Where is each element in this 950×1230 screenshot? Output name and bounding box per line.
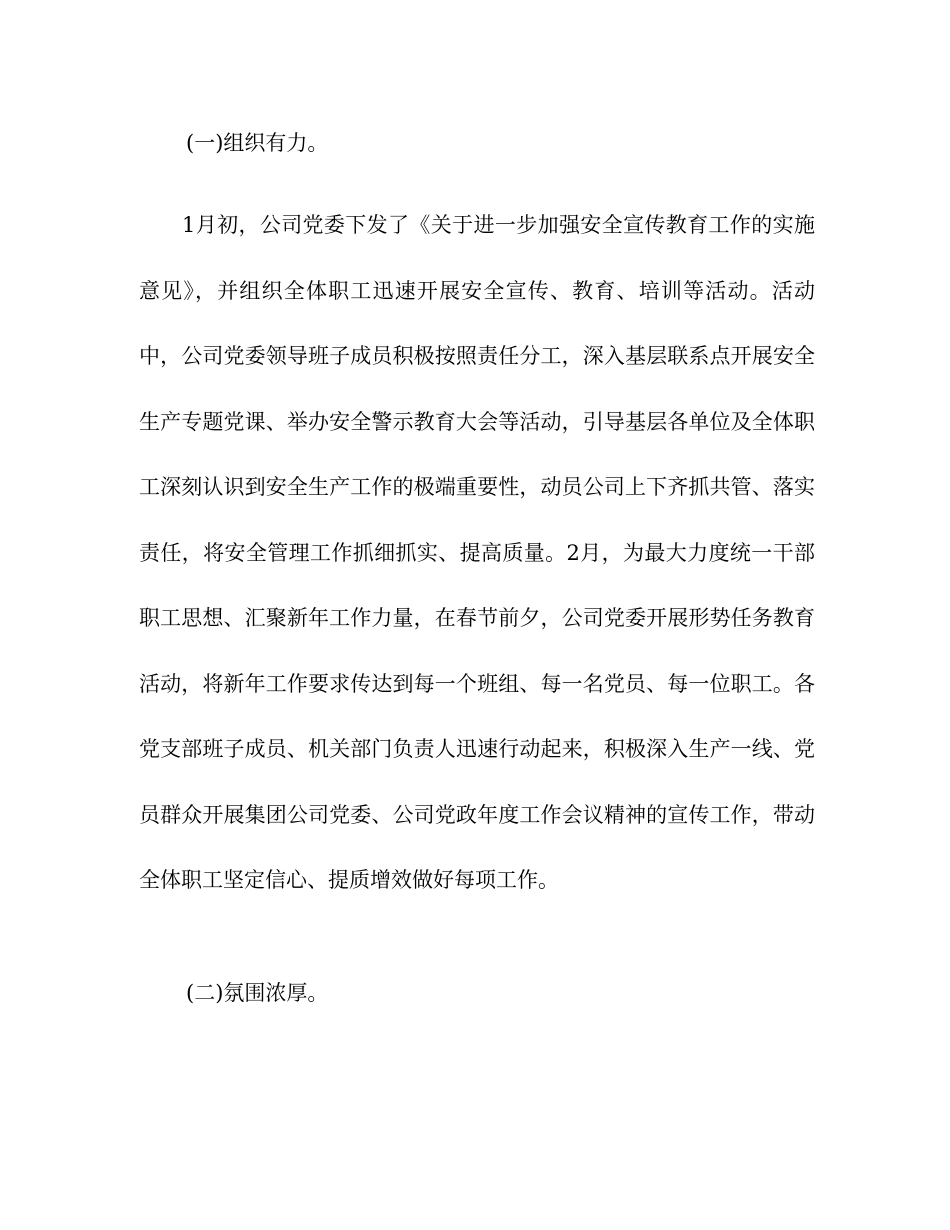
section-one-heading: (一)组织有力。 xyxy=(186,131,329,155)
section-two-heading: (二)氛围浓厚。 xyxy=(186,981,329,1005)
paragraph-one: 1月初，公司党委下发了《关于进一步加强安全宣传教育工作的实施意见》，并组织全体职工迅速开展安全宣传、教育、培训等活动。活动中，公司党委领导班子成员积极按照责任分工，深入基层联系点开展安全生产专题党课、举办安全警示教育大会等活动，引导基层各单位及全体职工深刻认识到安全生产工作的极端重要性，动员公司上下齐抓共管、落实责任，将安全管理工作抓细抓实、提高质量。2月，为最大力度统一干部职工思想、汇聚新年工作力量，在春节前夕，公司党委开展形势任务教育活动，将新年工作要求传达到每一个班组、每一名党员、每一位职工。各党支部班子成员、机关部门负责人迅速行动起来，积极深入生产一线、党员群众开展集团公司党委、公司党政年度工作会议精神的宣传工作，带动全体职工坚定信心、提质增效做好每项工作。 xyxy=(139,213,815,892)
